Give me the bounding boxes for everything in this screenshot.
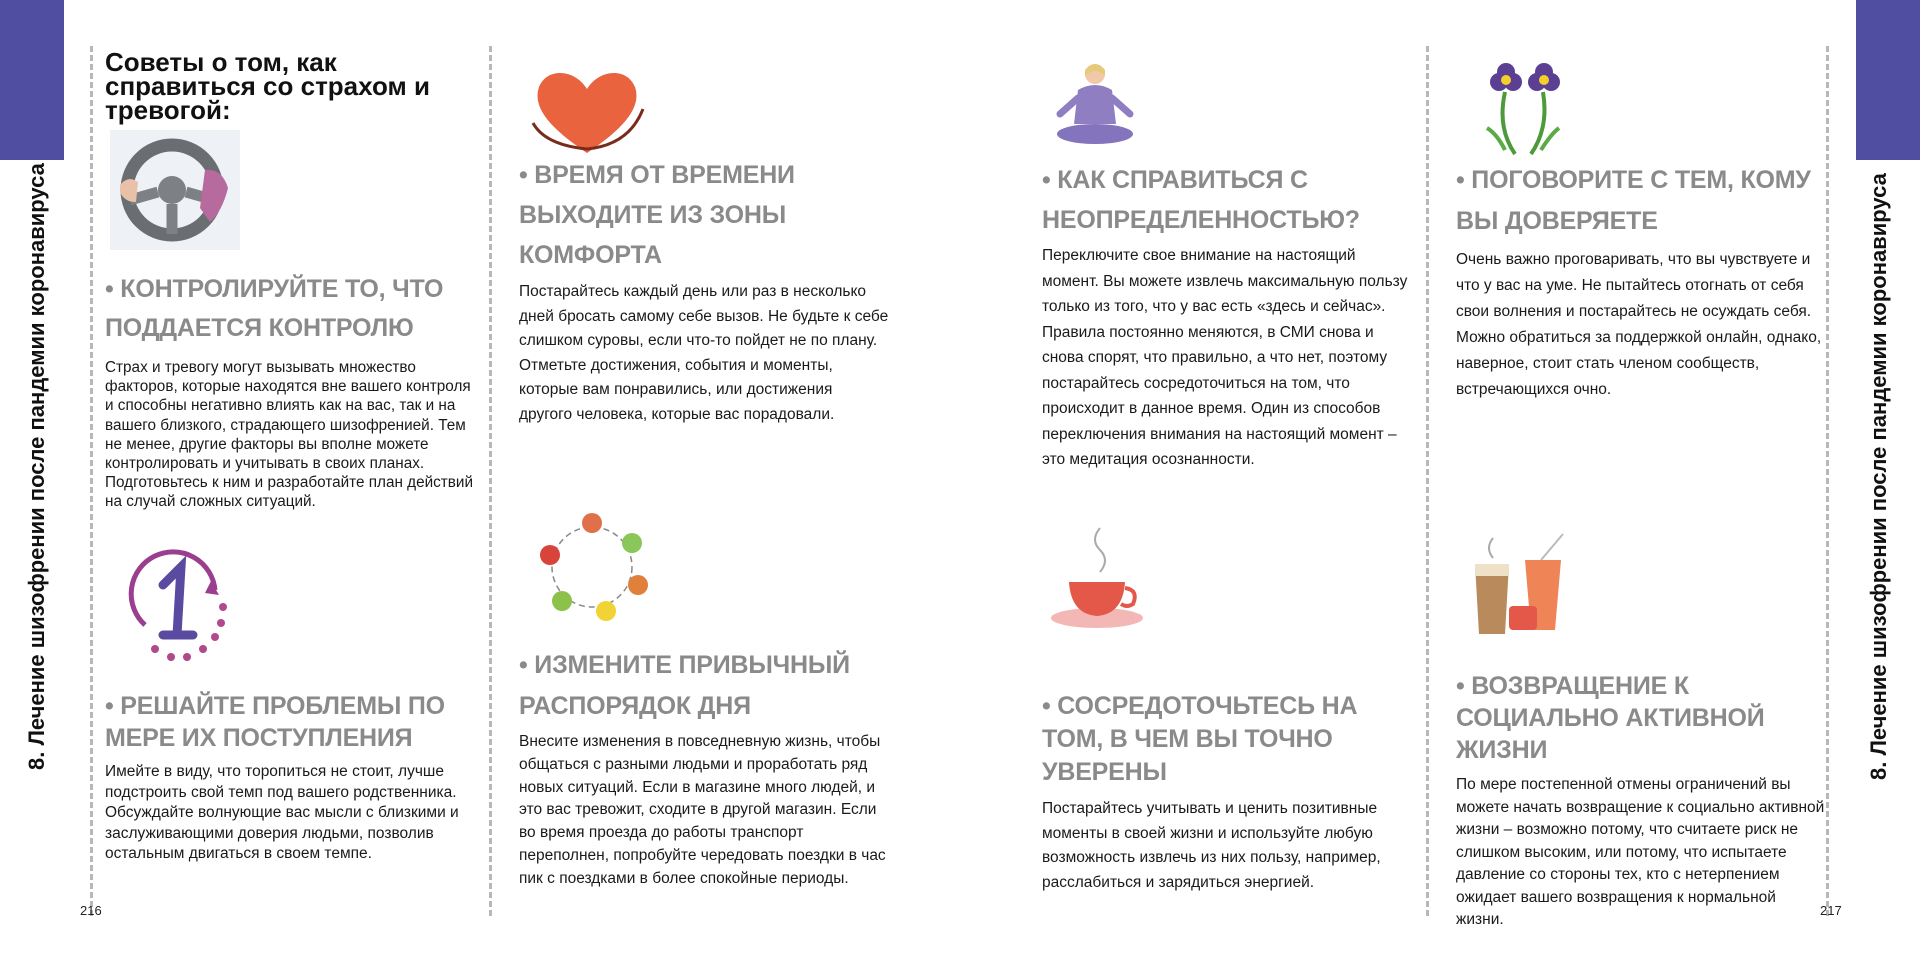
tip-card bbox=[519, 645, 889, 891]
tip-text: По мере постепенной отмены ограничений вы можете начать возвращение к социально активной жизни – возможно потому, что считаете риск не слишком высоким, или потому, что испытаете давление со стороны тех, кто с нетерпением ожидает вашего возвращения к нормальной жизни. bbox=[1456, 776, 1825, 928]
number-one-icon bbox=[115, 545, 235, 670]
tip-card bbox=[105, 270, 475, 512]
tip-heading: • КОНТРОЛИРУЙТЕ ТО, ЧТО ПОДДАЕТСЯ КОНТРОЛЮ bbox=[105, 275, 444, 342]
tip-text: Постарайтесь учитывать и ценить позитивные моменты в своей жизни и используйте любую возможность извлечь из них пользу, например, расслабиться и зарядиться энергией. bbox=[1042, 800, 1381, 891]
heart-icon bbox=[525, 65, 650, 160]
tip-heading: • СОСРЕДОТОЧЬТЕСЬ НА ТОМ, В ЧЕМ ВЫ ТОЧНО УВЕРЕНЫ bbox=[1042, 692, 1358, 786]
tip-card bbox=[1042, 690, 1412, 895]
tip-heading: • ИЗМЕНИТЕ ПРИВЫЧНЫЙ РАСПОРЯДОК ДНЯ bbox=[519, 651, 850, 720]
tip-text: Внесите изменения в повседневную жизнь, чтобы общаться с разными людьми и проработать ряд новых ситуаций. Если в магазине много людей, и это вас тревожит, сходите в другой магазин. Если во время проезда до работы транспорт переполнен, попробуйте чередовать поездки в час пик с поездками в более спокойные периоды. bbox=[519, 733, 886, 887]
page-number-left: 216 bbox=[80, 903, 102, 918]
apple-cycle-icon bbox=[530, 505, 655, 630]
teacup-icon bbox=[1045, 520, 1150, 635]
tip-heading: • КАК СПРАВИТЬСЯ С НЕОПРЕДЕЛЕННОСТЬЮ? bbox=[1042, 166, 1360, 234]
column-divider bbox=[90, 46, 93, 916]
intro-block bbox=[105, 47, 475, 125]
tip-card bbox=[105, 690, 475, 865]
tip-text: Переключите свое внимание на настоящий момент. Вы можете извлечь максимальную пользу только из того, что у вас есть «здесь и сейчас». Правила постоянно меняются, в СМИ снова и снова спорят, что правильно, а что нет, поэтому постарайтесь сосредоточиться на том, что происходит в данное время. Один из способов переключения внимания на настоящий момент – это медитация осознанности. bbox=[1042, 247, 1408, 468]
running-title-right: 8. Лечение шизофрении после пандемии коронавируса bbox=[1866, 173, 1891, 780]
tip-card bbox=[1456, 160, 1826, 403]
drinks-icon bbox=[1465, 530, 1575, 645]
flowers-icon bbox=[1475, 58, 1575, 158]
tip-card bbox=[1456, 670, 1826, 932]
tip-heading: • ПОГОВОРИТЕ С ТЕМ, КОМУ ВЫ ДОВЕРЯЕТЕ bbox=[1456, 166, 1811, 235]
column-divider bbox=[1426, 46, 1429, 916]
chapter-tab-left bbox=[0, 0, 64, 160]
meditation-icon bbox=[1050, 58, 1140, 158]
chapter-tab-right bbox=[1856, 0, 1920, 160]
tip-card bbox=[1042, 160, 1412, 473]
tip-text: Постарайтесь каждый день или раз в несколько дней бросать самому себе вызов. Не будьте к себе слишком суровы, если что-то пойдет не по плану. Отметьте достижения, события и моменты, которые вам понравились, или достижения другого человека, которые вас порадовали. bbox=[519, 283, 889, 423]
tip-heading: • ВРЕМЯ ОТ ВРЕМЕНИ ВЫХОДИТЕ ИЗ ЗОНЫ КОМФОРТА bbox=[519, 161, 795, 269]
tip-heading: • РЕШАЙТЕ ПРОБЛЕМЫ ПО МЕРЕ ИХ ПОСТУПЛЕНИЯ bbox=[105, 692, 445, 752]
steering-wheel-icon bbox=[110, 130, 240, 250]
page-title: Советы о том, как справиться со страхом и тревогой: bbox=[105, 47, 430, 125]
tip-text: Страх и тревогу могут вызывать множество факторов, которые находятся вне вашего контроля и способны негативно влиять как на вас, так и на вашего близкого, страдающего шизофренией. Тем не менее, другие факторы вы вполне можете контролировать и учитывать в своих планах. Подготовьтесь к ним и разработайте план действий на случай сложных ситуаций. bbox=[105, 359, 473, 511]
tip-card bbox=[519, 155, 889, 427]
tip-text: Имейте в виду, что торопиться не стоит, лучше подстроить свой темп под вашего родственника. Обсуждайте волнующие вас мысли с близкими и заслуживающими доверия людьми, позволив остальным двигаться в своем темпе. bbox=[105, 763, 459, 862]
page-number-right: 217 bbox=[1820, 903, 1842, 918]
column-divider bbox=[1826, 46, 1829, 916]
tip-text: Очень важно проговаривать, что вы чувствуете и что у вас на уме. Не пытайтесь отогнать от себя свои волнения и постарайтесь не осуждать себя. Можно обратиться за поддержкой онлайн, однако, наверное, стоит стать членом сообществ, встречающихся очно. bbox=[1456, 251, 1822, 398]
running-title-left: 8. Лечение шизофрении после пандемии коронавируса bbox=[24, 163, 49, 770]
tip-heading: • ВОЗВРАЩЕНИЕ К СОЦИАЛЬНО АКТИВНОЙ ЖИЗНИ bbox=[1456, 672, 1765, 764]
column-divider bbox=[489, 46, 492, 916]
